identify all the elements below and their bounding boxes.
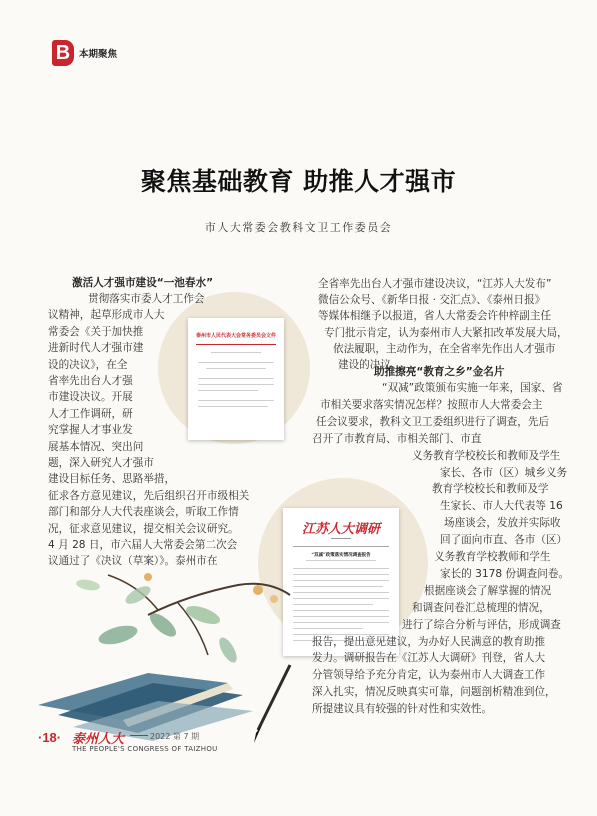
article-author: 市人大常委会教科文卫工作委员会 [204, 221, 393, 234]
text-line: 和调查问卷汇总梳理的情况， [412, 601, 550, 614]
section-letter: B [52, 40, 74, 66]
text-line: 4 月 28 日，市六届人大常委会第二次会 [48, 539, 238, 551]
text-line: 微信公众号、《新华日报 · 交汇点》、《泰州日报》 [318, 294, 546, 307]
magazine-english-name: THE PEOPLE'S CONGRESS OF TAIZHOU [72, 745, 218, 753]
text-line: 建设目标任务、思路举措， [48, 473, 176, 486]
text-line: 所提建议具有较强的针对性和实效性。 [312, 703, 493, 716]
text-line: 议精神，起草形成市人大 [48, 309, 165, 322]
text-line: 报告，提出意见建议，为办好人民满意的教育助推 [312, 635, 546, 648]
text-line: 全省率先出台人才强市建设决议，“江苏人大发布” [318, 278, 552, 290]
text-line: 教育学校校长和教师及学 [432, 483, 549, 496]
text-line: 义务教育学校校长和教师及学生 [412, 449, 561, 462]
text-line: 市建设决议。开展 [48, 391, 133, 404]
section-tag [52, 40, 117, 66]
text-line: 设的决议》，在全 [48, 358, 128, 371]
text-line: 常委会《关于加快推 [48, 325, 144, 338]
text-line: 题，深入研究人才强市 [48, 457, 154, 469]
text-line: 部门和部分人大代表座谈会，听取工作情 [48, 506, 239, 519]
text-line: 进行了综合分析与评估，形成调查 [402, 618, 561, 631]
text-line: 建设的决议。 [338, 359, 402, 371]
ink-painting-illustration [28, 555, 298, 745]
text-line: 展基本情况、突出问 [48, 440, 144, 453]
text-line: “双减”政策颁布实施一年来，国家、省 [382, 382, 563, 394]
text-line: 深入扎实，情况反映真实可靠，问题剖析精准到位， [312, 686, 556, 699]
text-line: 征求各方意见建议，先后组织召开市级相关 [48, 489, 250, 502]
doc2-title: 江苏人大调研 [301, 522, 380, 537]
left-section-heading: 激活人才强市建设“一池春水” [72, 277, 214, 289]
article-title: 聚焦基础教育 助推人才强市 [140, 167, 457, 196]
text-line: 召开了市教育局、市相关部门、市直 [312, 432, 482, 445]
text-line: 场座谈会，发放并实际收 [444, 517, 561, 530]
text-line: 进新时代人才强市建 [48, 342, 144, 355]
text-line: 等媒体相继予以报道，省人大常委会许仲梓副主任 [318, 310, 552, 323]
text-line: 家长、各市（区）城乡义务 [440, 466, 568, 479]
issue-number: 2022 第 7 期 [150, 732, 200, 741]
text-line: 专门批示肯定，认为泰州市人大紧扣改革发展大局， [324, 326, 568, 339]
page-number: ·18· [38, 730, 62, 745]
text-line: 义务教育学校教师和学生 [434, 551, 551, 563]
text-line: 究掌握人才事业发 [48, 424, 133, 437]
page-footer [38, 728, 278, 758]
text-line: 回了面向市直、各市（区） [440, 534, 568, 547]
text-line: 根据座谈会了解掌握的情况 [424, 584, 552, 597]
magazine-name: 泰州人大 [72, 732, 125, 747]
text-line: 分管领导给予充分肯定，认为泰州市人大调查工作 [312, 669, 546, 682]
text-line: 省率先出台人才强 [48, 375, 133, 387]
document-image-1 [188, 318, 284, 440]
text-line: 况，征求意见建议，提交相关会议研究。 [48, 522, 239, 535]
right-section-heading: 助推擦亮“教育之乡”金名片 [374, 366, 505, 378]
doc1-title: 泰州市人民代表大会常务委员会文件 [195, 333, 276, 339]
section-label: 本期聚焦 [79, 49, 118, 60]
text-line: 贯彻落实市委人才工作会 [88, 293, 205, 305]
text-line: 议通过了《决议（草案）》。泰州市在 [48, 555, 218, 568]
text-line: 生家长、市人大代表等 16 [440, 500, 563, 513]
text-line: 任会议要求，教科文卫工委组织进行了调查，先后 [316, 415, 550, 428]
doc2-subtitle: “双减”政策落实情况调查报告 [311, 553, 371, 558]
footer-rule [130, 735, 148, 736]
text-line: 人才工作调研，研 [48, 407, 133, 420]
text-line: 市相关要求落实情况怎样？按照市人大常委会主 [320, 398, 543, 411]
text-line: 家长的 3178 份调查问卷。 [440, 567, 570, 580]
text-line: 依法履职，主动作为，在全省率先作出人才强市 [333, 342, 556, 355]
text-line: 发力。调研报告在《江苏人大调研》刊登，省人大 [312, 652, 546, 665]
